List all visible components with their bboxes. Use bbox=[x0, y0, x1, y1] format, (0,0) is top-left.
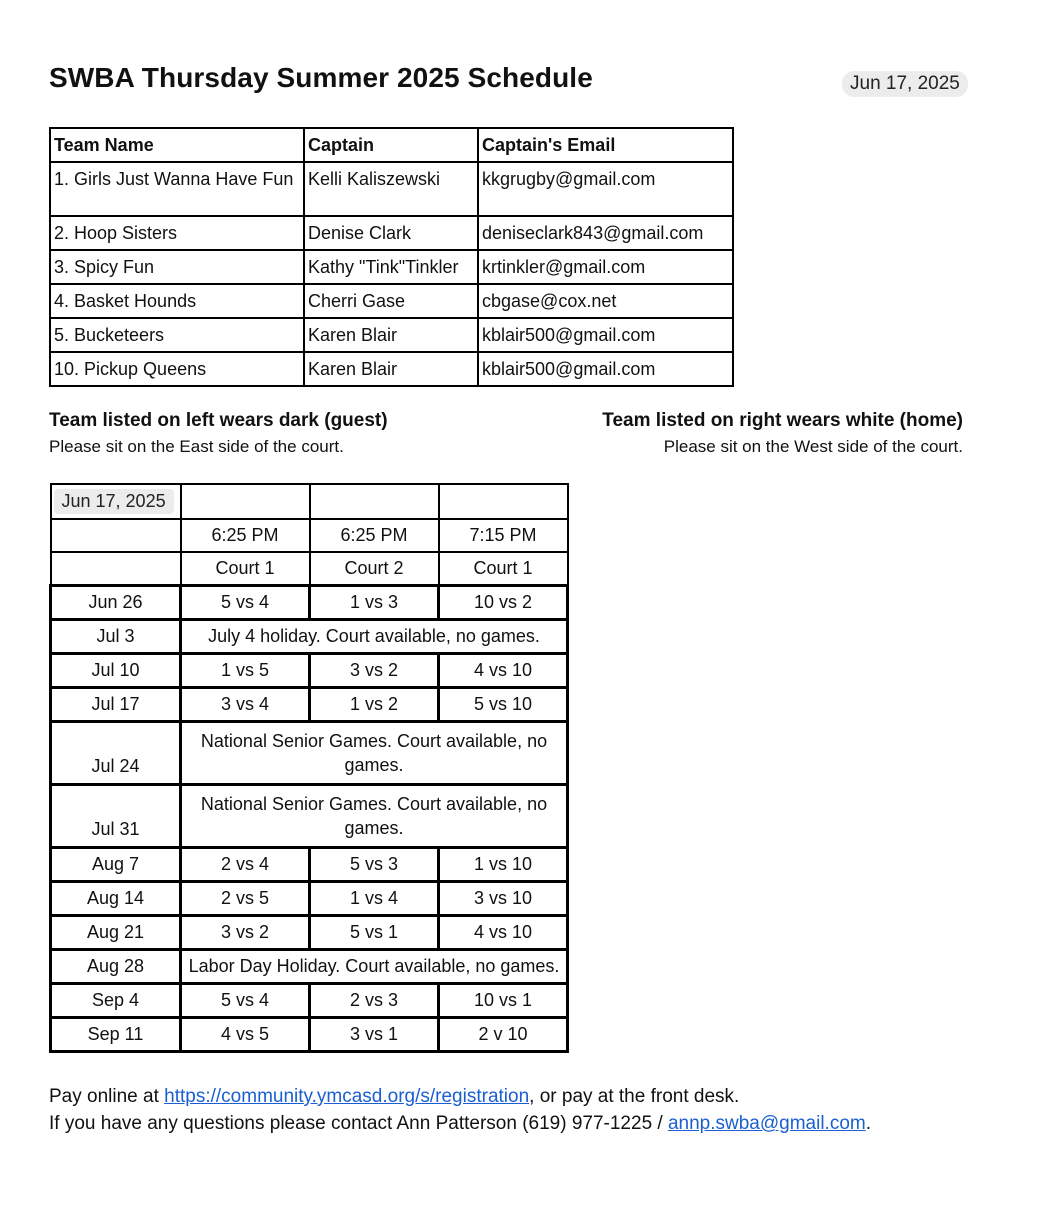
schedule-date-chip-cell bbox=[51, 484, 181, 519]
contact-email-link[interactable]: annp.swba@gmail.com bbox=[667, 1113, 866, 1134]
team-row bbox=[50, 162, 733, 216]
schedule-row bbox=[51, 848, 568, 882]
captain-cell: Karen Blair bbox=[304, 318, 478, 352]
email-cell: krtinkler@gmail.com bbox=[478, 250, 733, 284]
game-cell: 3 vs 4 bbox=[181, 688, 310, 722]
left-team-heading: Team listed on left wears dark (guest) bbox=[49, 410, 388, 431]
game-cell: 5 vs 1 bbox=[310, 916, 439, 950]
game-cell: 1 vs 10 bbox=[439, 848, 568, 882]
game-cell: 4 vs 5 bbox=[181, 1018, 310, 1052]
email-cell: kblair500@gmail.com bbox=[478, 352, 733, 386]
game-cell: 1 vs 5 bbox=[181, 654, 310, 688]
court-cell: Court 2 bbox=[310, 552, 439, 586]
court-cell: Court 1 bbox=[181, 552, 310, 586]
schedule-date-cell: Jul 3 bbox=[51, 620, 181, 654]
schedule-row bbox=[51, 722, 568, 785]
captain-cell: Kelli Kaliszewski bbox=[304, 162, 478, 216]
header-captain: Captain bbox=[304, 128, 478, 162]
game-cell: 3 vs 2 bbox=[181, 916, 310, 950]
right-team-heading: Team listed on right wears white (home) bbox=[602, 410, 963, 431]
game-cell: 4 vs 10 bbox=[439, 916, 568, 950]
team-row bbox=[50, 284, 733, 318]
schedule-row bbox=[51, 916, 568, 950]
game-cell: 2 vs 4 bbox=[181, 848, 310, 882]
schedule-date-cell: Jul 31 bbox=[51, 785, 181, 848]
contact-suffix: . bbox=[865, 1113, 872, 1134]
email-cell: kblair500@gmail.com bbox=[478, 318, 733, 352]
contact-prefix: If you have any questions please contact Ann Patterson (619) 977-1225 / bbox=[49, 1113, 668, 1134]
payment-suffix: , or pay at the front desk. bbox=[529, 1086, 740, 1107]
game-cell: 3 vs 10 bbox=[439, 882, 568, 916]
team-name-cell: 1. Girls Just Wanna Have Fun bbox=[50, 162, 304, 216]
email-cell: deniseclark843@gmail.com bbox=[478, 216, 733, 250]
game-cell: 1 vs 4 bbox=[310, 882, 439, 916]
team-name-cell: 3. Spicy Fun bbox=[50, 250, 304, 284]
game-cell: 3 vs 1 bbox=[310, 1018, 439, 1052]
schedule-row bbox=[51, 620, 568, 654]
schedule-date-cell: Aug 14 bbox=[51, 882, 181, 916]
schedule-date-cell: Aug 7 bbox=[51, 848, 181, 882]
schedule-row bbox=[51, 688, 568, 722]
schedule-table bbox=[49, 483, 569, 1053]
time-cell: 6:25 PM bbox=[310, 519, 439, 552]
game-cell: 10 vs 2 bbox=[439, 586, 568, 620]
header-email: Captain's Email bbox=[478, 128, 733, 162]
email-cell: kkgrugby@gmail.com bbox=[478, 162, 733, 216]
captain-cell: Cherri Gase bbox=[304, 284, 478, 318]
schedule-date-cell: Jun 26 bbox=[51, 586, 181, 620]
team-name-cell: 2. Hoop Sisters bbox=[50, 216, 304, 250]
teams-table bbox=[49, 127, 734, 387]
game-cell: 1 vs 2 bbox=[310, 688, 439, 722]
empty-cell bbox=[181, 484, 310, 519]
captain-cell: Karen Blair bbox=[304, 352, 478, 386]
game-cell: 5 vs 10 bbox=[439, 688, 568, 722]
game-cell: 2 vs 3 bbox=[310, 984, 439, 1018]
captain-cell: Denise Clark bbox=[304, 216, 478, 250]
team-name-cell: 4. Basket Hounds bbox=[50, 284, 304, 318]
game-cell: 4 vs 10 bbox=[439, 654, 568, 688]
left-team-note: Please sit on the East side of the court. bbox=[49, 437, 344, 456]
schedule-times-row bbox=[51, 519, 568, 552]
schedule-row bbox=[51, 785, 568, 848]
header-team-name: Team Name bbox=[50, 128, 304, 162]
right-team-note: Please sit on the West side of the court. bbox=[663, 437, 963, 456]
schedule-note-cell: National Senior Games. Court available, no games. bbox=[181, 785, 568, 848]
schedule-date-cell: Sep 11 bbox=[51, 1018, 181, 1052]
empty-cell bbox=[310, 484, 439, 519]
schedule-date-cell: Sep 4 bbox=[51, 984, 181, 1018]
schedule-row bbox=[51, 1018, 568, 1052]
page-title: SWBA Thursday Summer 2025 Schedule bbox=[49, 62, 593, 93]
email-cell: cbgase@cox.net bbox=[478, 284, 733, 318]
game-cell: 1 vs 3 bbox=[310, 586, 439, 620]
schedule-date-cell: Aug 28 bbox=[51, 950, 181, 984]
schedule-row bbox=[51, 950, 568, 984]
schedule-date-cell: Aug 21 bbox=[51, 916, 181, 950]
game-cell: 2 vs 5 bbox=[181, 882, 310, 916]
date-chip[interactable]: Jun 17, 2025 bbox=[842, 71, 968, 97]
payment-prefix: Pay online at bbox=[49, 1086, 165, 1107]
payment-note bbox=[49, 1086, 739, 1108]
captain-cell: Kathy "Tink"Tinkler bbox=[304, 250, 478, 284]
team-name-cell: 5. Bucketeers bbox=[50, 318, 304, 352]
schedule-date-cell: Jul 24 bbox=[51, 722, 181, 785]
team-row bbox=[50, 352, 733, 386]
schedule-row bbox=[51, 882, 568, 916]
registration-link[interactable]: https://community.ymcasd.org/s/registration bbox=[164, 1086, 530, 1107]
schedule-note-cell: National Senior Games. Court available, no games. bbox=[181, 722, 568, 785]
team-row bbox=[50, 250, 733, 284]
game-cell: 3 vs 2 bbox=[310, 654, 439, 688]
schedule-chip-row bbox=[51, 484, 568, 519]
team-row bbox=[50, 216, 733, 250]
time-cell: 7:15 PM bbox=[439, 519, 568, 552]
schedule-row bbox=[51, 654, 568, 688]
game-cell: 5 vs 3 bbox=[310, 848, 439, 882]
game-cell: 10 vs 1 bbox=[439, 984, 568, 1018]
schedule-note-cell: Labor Day Holiday. Court available, no games. bbox=[181, 950, 568, 984]
teams-header-row bbox=[50, 128, 733, 162]
team-name-cell: 10. Pickup Queens bbox=[50, 352, 304, 386]
schedule-date-cell: Jul 10 bbox=[51, 654, 181, 688]
schedule-courts-row bbox=[51, 552, 568, 586]
game-cell: 2 v 10 bbox=[439, 1018, 568, 1052]
empty-cell bbox=[51, 519, 181, 552]
empty-cell bbox=[51, 552, 181, 586]
court-cell: Court 1 bbox=[439, 552, 568, 586]
contact-note bbox=[49, 1113, 871, 1135]
empty-cell bbox=[439, 484, 568, 519]
schedule-row bbox=[51, 984, 568, 1018]
schedule-note-cell: July 4 holiday. Court available, no games. bbox=[181, 620, 568, 654]
schedule-row bbox=[51, 586, 568, 620]
team-row bbox=[50, 318, 733, 352]
time-cell: 6:25 PM bbox=[181, 519, 310, 552]
game-cell: 5 vs 4 bbox=[181, 984, 310, 1018]
game-cell: 5 vs 4 bbox=[181, 586, 310, 620]
schedule-date-cell: Jul 17 bbox=[51, 688, 181, 722]
schedule-date-chip[interactable]: Jun 17, 2025 bbox=[54, 489, 174, 514]
